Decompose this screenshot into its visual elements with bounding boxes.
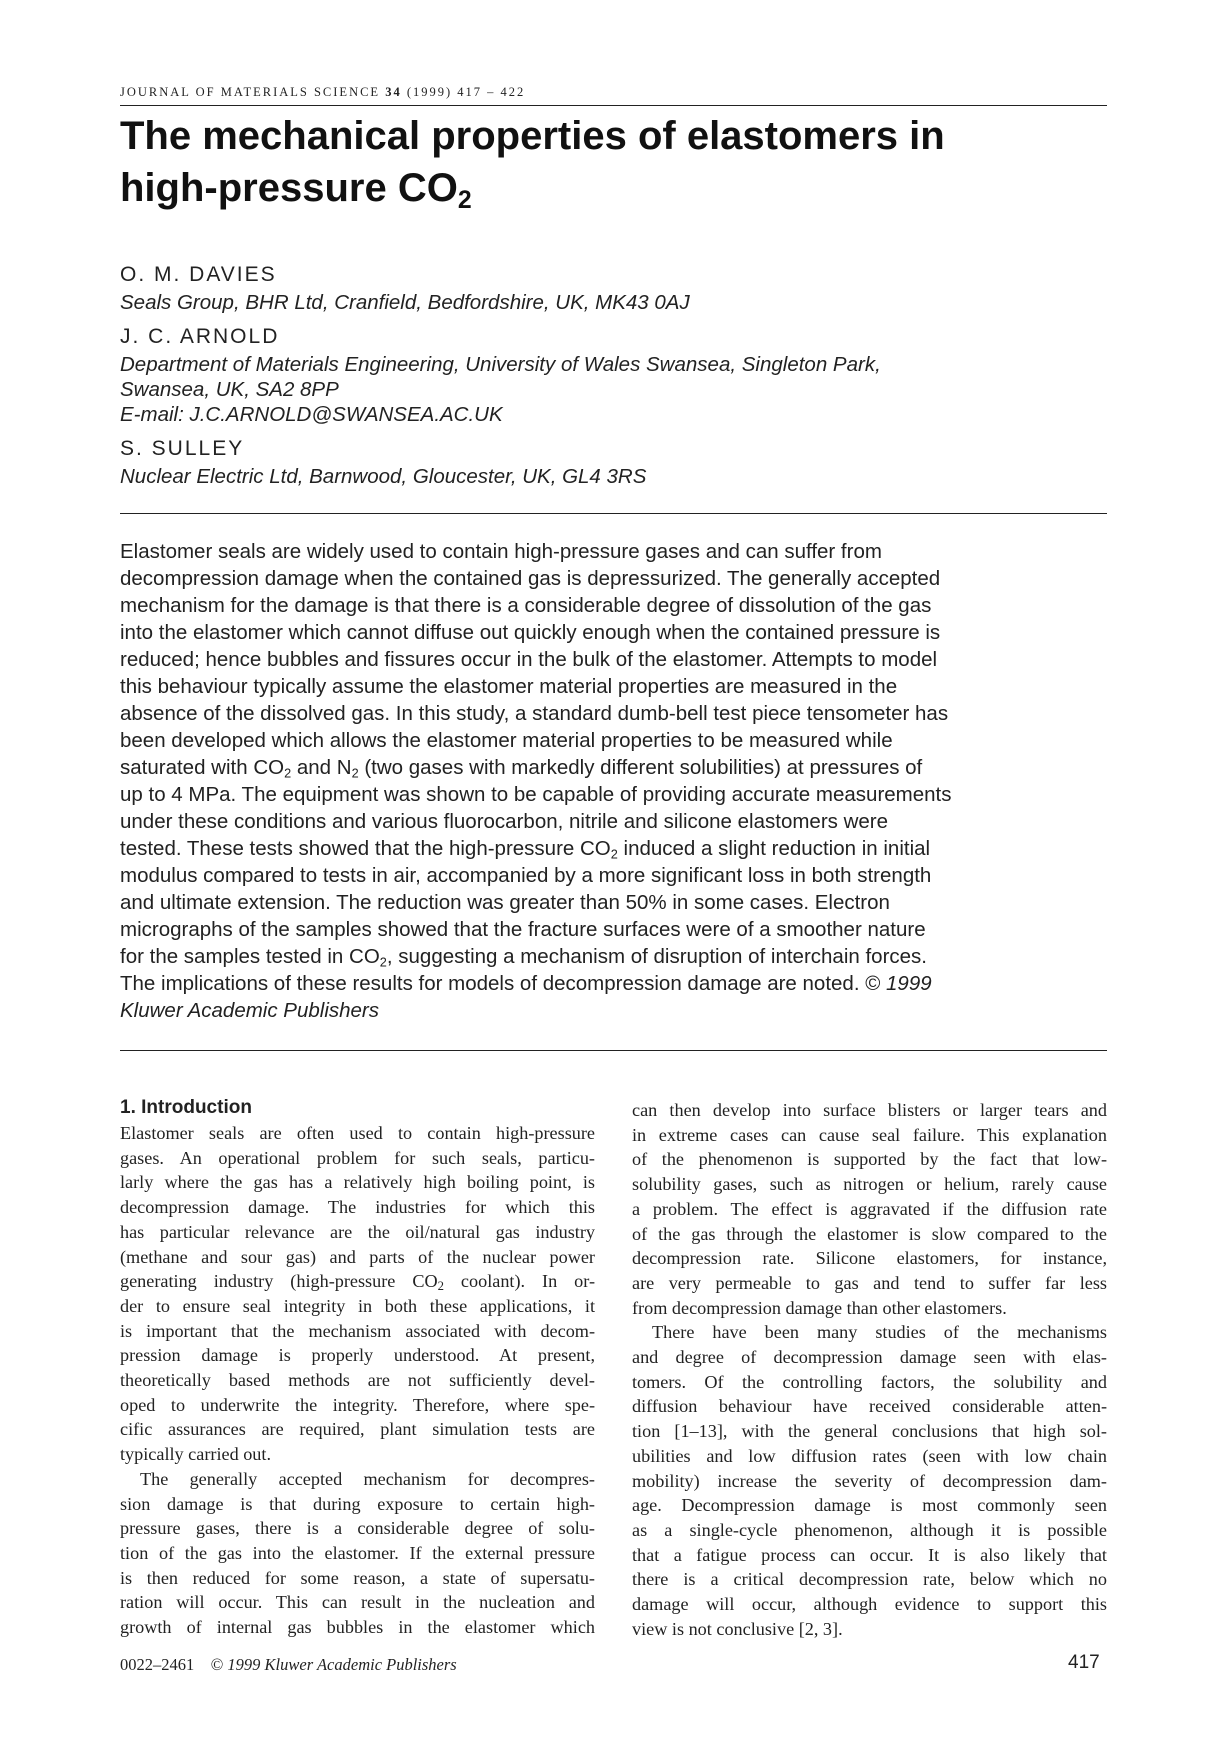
text-run: for the samples tested in CO (120, 945, 380, 968)
body-line: pressure gases, there is a considerable degree of solu- (120, 1518, 595, 1539)
text-run: The implications of these results for models of decompression damage are noted. (120, 972, 866, 995)
copyright-year: 1999 (880, 972, 932, 995)
body-line: ubilities and low diffusion rates (seen with low chain (632, 1445, 1107, 1466)
body-line: gases. An operational problem for such seals, particu- (120, 1147, 595, 1168)
abstract (120, 538, 1110, 1024)
text-run: and N (291, 756, 352, 779)
footer-copyright (120, 1655, 457, 1675)
issn: 0022–2461 (120, 1655, 195, 1674)
title-line-2-text: high-pressure CO (120, 166, 458, 210)
abstract-top-rule (120, 513, 1107, 514)
body-line: can then develop into surface blisters or larger tears and (632, 1100, 1107, 1120)
author-affiliation: Seals Group, BHR Ltd, Cranfield, Bedfordshire, UK, MK43 0AJ (120, 291, 690, 314)
body-line: oped to underwrite the integrity. Therefore, where spe- (120, 1394, 595, 1415)
affiliation-line: Department of Materials Engineering, University of Wales Swansea, Singleton Park, (120, 353, 881, 376)
abstract-line (120, 835, 1110, 862)
body-line: age. Decompression damage is most commonly seen (632, 1495, 1107, 1516)
body-line: sion damage is that during exposure to certain high- (120, 1493, 595, 1514)
abstract-line: decompression damage when the contained gas is depressurized. The generally accepted (120, 567, 941, 590)
body-line: diffusion behaviour have received considerable atten- (632, 1396, 1107, 1417)
title-line-1: The mechanical properties of elastomers in (120, 114, 945, 158)
body-line: has particular relevance are the oil/natural gas industry (120, 1221, 595, 1242)
abstract-line: absence of the dissolved gas. In this study, a standard dumb-bell test piece tensometer has (120, 702, 949, 725)
abstract-line (120, 970, 1110, 997)
text-run: coolant). In or- (443, 1271, 595, 1292)
subscript: 2 (351, 765, 359, 781)
abstract-line: Kluwer Academic Publishers (120, 999, 380, 1022)
abstract-line: modulus compared to tests in air, accompanied by a more significant loss in both strength (120, 864, 932, 887)
body-line: a problem. The effect is aggravated if the diffusion rate (632, 1198, 1107, 1219)
affiliation-line: Swansea, UK, SA2 8PP (120, 378, 339, 401)
subscript: 2 (379, 954, 387, 970)
body-line: ration will occur. This can result in the nucleation and (120, 1592, 595, 1613)
abstract-line: under these conditions and various fluorocarbon, nitrile and silicone elastomers were (120, 810, 889, 833)
abstract-bottom-rule (120, 1050, 1107, 1051)
body-line: in extreme cases can cause seal failure. This explanation (632, 1124, 1107, 1145)
body-line: damage will occur, although evidence to support this (632, 1594, 1107, 1615)
left-column (120, 1095, 595, 1640)
body-line: from decompression damage than other elastomers. (632, 1297, 1007, 1318)
body-line: is important that the mechanism associated with decom- (120, 1320, 595, 1341)
journal-header (120, 85, 525, 100)
body-line: and degree of decompression damage seen with elas- (632, 1347, 1107, 1368)
subscript: 2 (437, 1279, 444, 1294)
body-line: tion [1–13], with the general conclusions that high sol- (632, 1421, 1107, 1442)
header-rule (120, 105, 1107, 106)
right-column (632, 1098, 1107, 1641)
body-line: view is not conclusive [2, 3]. (632, 1618, 843, 1639)
text-run: tested. These tests showed that the high-pressure CO (120, 837, 611, 860)
journal-name: JOURNAL OF MATERIALS SCIENCE (120, 85, 381, 99)
body-line: growth of internal gas bubbles in the elastomer which (120, 1617, 595, 1638)
body-line: of the phenomenon is supported by the fact that low- (632, 1149, 1107, 1170)
page-number: 417 (1068, 1652, 1100, 1673)
abstract-line: reduced; hence bubbles and fissures occur in the bulk of the elastomer. Attempts to model (120, 648, 938, 671)
author-name: O. M. DAVIES (120, 263, 277, 286)
abstract-line: into the elastomer which cannot diffuse out quickly enough when the contained pressure is (120, 621, 941, 644)
text-run: , suggesting a mechanism of disruption of interchain forces. (386, 945, 927, 968)
body-line: tomers. Of the controlling factors, the solubility and (632, 1371, 1107, 1392)
publisher: 1999 Kluwer Academic Publishers (227, 1655, 457, 1674)
abstract-line (120, 943, 1110, 970)
body-line: der to ensure seal integrity in both these applications, it (120, 1295, 595, 1316)
body-line: (methane and sour gas) and parts of the nuclear power (120, 1246, 595, 1267)
text-run: (two gases with markedly different solubilities) at pressures of (358, 756, 923, 779)
body-line: cific assurances are required, plant simulation tests are (120, 1419, 595, 1440)
abstract-line: mechanism for the damage is that there is a considerable degree of dissolution of the gas (120, 594, 932, 617)
text-run: generating industry (high-pressure CO (120, 1271, 438, 1292)
body-line: There have been many studies of the mechanisms (652, 1322, 1107, 1343)
body-line: larly where the gas has a relatively high boiling point, is (120, 1172, 595, 1193)
body-line: that a fatigue process can occur. It is also likely that (632, 1544, 1107, 1565)
copyright-symbol: © (865, 972, 881, 995)
body-line: The generally accepted mechanism for decompres- (140, 1468, 595, 1489)
body-line: as a single-cycle phenomenon, although it is possible (632, 1519, 1107, 1540)
body-line: tion of the gas into the elastomer. If the external pressure (120, 1542, 595, 1563)
body-line: mobility) increase the severity of decompression dam- (632, 1470, 1107, 1491)
body-line: typically carried out. (120, 1444, 271, 1465)
body-line: are very permeable to gas and tend to suffer far less (632, 1272, 1107, 1293)
body-line: pression damage is properly understood. At present, (120, 1345, 595, 1366)
author-name: S. SULLEY (120, 437, 245, 460)
author-email: E-mail: J.C.ARNOLD@SWANSEA.AC.UK (120, 403, 503, 426)
author-affiliation: Nuclear Electric Ltd, Barnwood, Gloucester, UK, GL4 3RS (120, 465, 647, 488)
journal-year-pages: (1999) 417 – 422 (406, 85, 526, 99)
body-line: decompression damage. The industries for which this (120, 1197, 595, 1218)
abstract-line: Elastomer seals are widely used to contain high-pressure gases and can suffer from (120, 540, 882, 563)
abstract-line: up to 4 MPa. The equipment was shown to be capable of providing accurate measurements (120, 783, 952, 806)
author-affiliation (120, 352, 1110, 427)
body-line: decompression rate. Silicone elastomers, for instance, (632, 1248, 1107, 1269)
body-line: Elastomer seals are often used to contain high-pressure (120, 1123, 595, 1143)
section-heading: 1. Introduction (120, 1097, 252, 1118)
body-line: there is a critical decompression rate, below which no (632, 1569, 1107, 1590)
abstract-line: this behaviour typically assume the elastomer material properties are measured in the (120, 675, 898, 698)
page-title (120, 110, 1100, 214)
abstract-line: and ultimate extension. The reduction was greater than 50% in some cases. Electron (120, 891, 890, 914)
body-line: of the gas through the elastomer is slow compared to the (632, 1223, 1107, 1244)
copyright-symbol: © (210, 1655, 224, 1674)
body-line (120, 1269, 595, 1294)
text-run: induced a slight reduction in initial (617, 837, 931, 860)
author-name: J. C. ARNOLD (120, 325, 280, 348)
body-line: solubility gases, such as nitrogen or helium, rarely cause (632, 1174, 1107, 1195)
subscript: 2 (284, 765, 292, 781)
title-line-2 (120, 162, 1100, 214)
abstract-line: been developed which allows the elastomer material properties to be measured while (120, 729, 893, 752)
body-line: is then reduced for some reason, a state of supersatu- (120, 1567, 595, 1588)
title-subscript: 2 (457, 186, 472, 214)
body-line: theoretically based methods are not sufficiently devel- (120, 1370, 595, 1391)
abstract-line: micrographs of the samples showed that the fracture surfaces were of a smoother nature (120, 918, 926, 941)
abstract-line (120, 754, 1110, 781)
text-run: saturated with CO (120, 756, 285, 779)
subscript: 2 (610, 846, 618, 862)
journal-volume: 34 (385, 85, 402, 99)
